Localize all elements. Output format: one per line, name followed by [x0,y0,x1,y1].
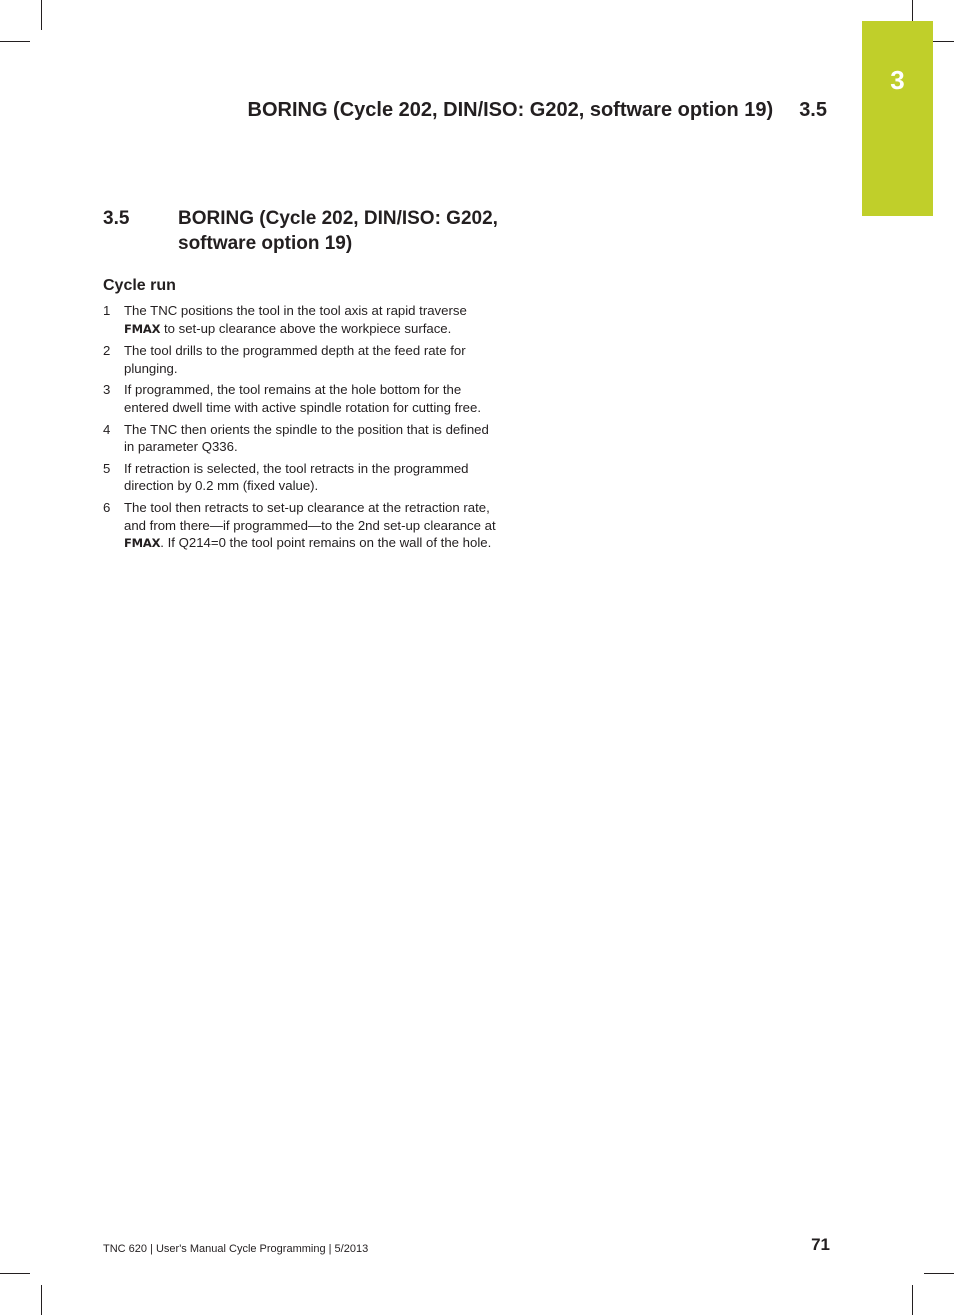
list-item [103,302,553,338]
cycle-steps-list [103,302,553,557]
step-text: plunging. [124,360,178,376]
step-number: 4 [103,421,111,437]
list-item [103,499,553,553]
step-text: to set-up clearance above the workpiece surface. [160,320,452,336]
step-text: entered dwell time with active spindle rotation for cutting free. [124,399,481,415]
chapter-tab [862,21,933,216]
step-number: 1 [103,303,111,318]
section-title [178,206,558,256]
crop-mark-top-left-horizontal [0,41,30,42]
crop-mark-bottom-left-vertical [41,1285,42,1315]
step-number: 6 [103,499,111,515]
step-text: If retraction is selected, the tool retracts in the programmed [124,460,469,476]
crop-mark-top-left-vertical [41,0,42,30]
crop-mark-bottom-left-horizontal [0,1273,30,1274]
step-number: 5 [103,460,111,476]
list-item [103,421,553,456]
step-keyword: FMAX [124,321,161,336]
subheading-cycle-run: Cycle run [103,277,176,294]
page-footer: TNC 620 | User's Manual Cycle Programming | 5/2013 [103,1243,369,1255]
step-text: The TNC positions the tool in the tool axis at rapid traverse [124,303,467,318]
step-text: direction by 0.2 mm (fixed value). [124,478,319,494]
list-item [103,342,553,377]
crop-mark-bottom-right-vertical [912,1285,913,1315]
section-title-line2: software option 19) [178,233,353,254]
step-text: The tool drills to the programmed depth at the feed rate for [124,343,466,359]
running-header-section: 3.5 [799,99,827,121]
list-item [103,381,553,416]
step-number: 2 [103,343,111,359]
step-keyword: FMAX [124,536,161,551]
step-text: The tool then retracts to set-up clearance at the retraction rate, [124,499,490,515]
step-text: and from there—if programmed—to the 2nd set-up clearance at [124,517,496,533]
step-text: The TNC then orients the spindle to the position that is defined [124,421,489,437]
running-header [248,98,828,122]
running-header-title: BORING (Cycle 202, DIN/ISO: G202, software option 19) [247,99,774,121]
section-number: 3.5 [103,208,130,229]
list-item [103,460,553,495]
step-text: . If Q214=0 the tool point remains on the wall of the hole. [160,535,492,551]
crop-mark-bottom-right-horizontal [924,1273,954,1274]
step-text: If programmed, the tool remains at the hole bottom for the [124,382,462,398]
page-number: 71 [811,1235,830,1254]
step-number: 3 [103,382,111,398]
chapter-number: 3 [890,65,905,95]
section-title-line1: BORING (Cycle 202, DIN/ISO: G202, [178,208,498,229]
step-text: in parameter Q336. [124,439,238,455]
